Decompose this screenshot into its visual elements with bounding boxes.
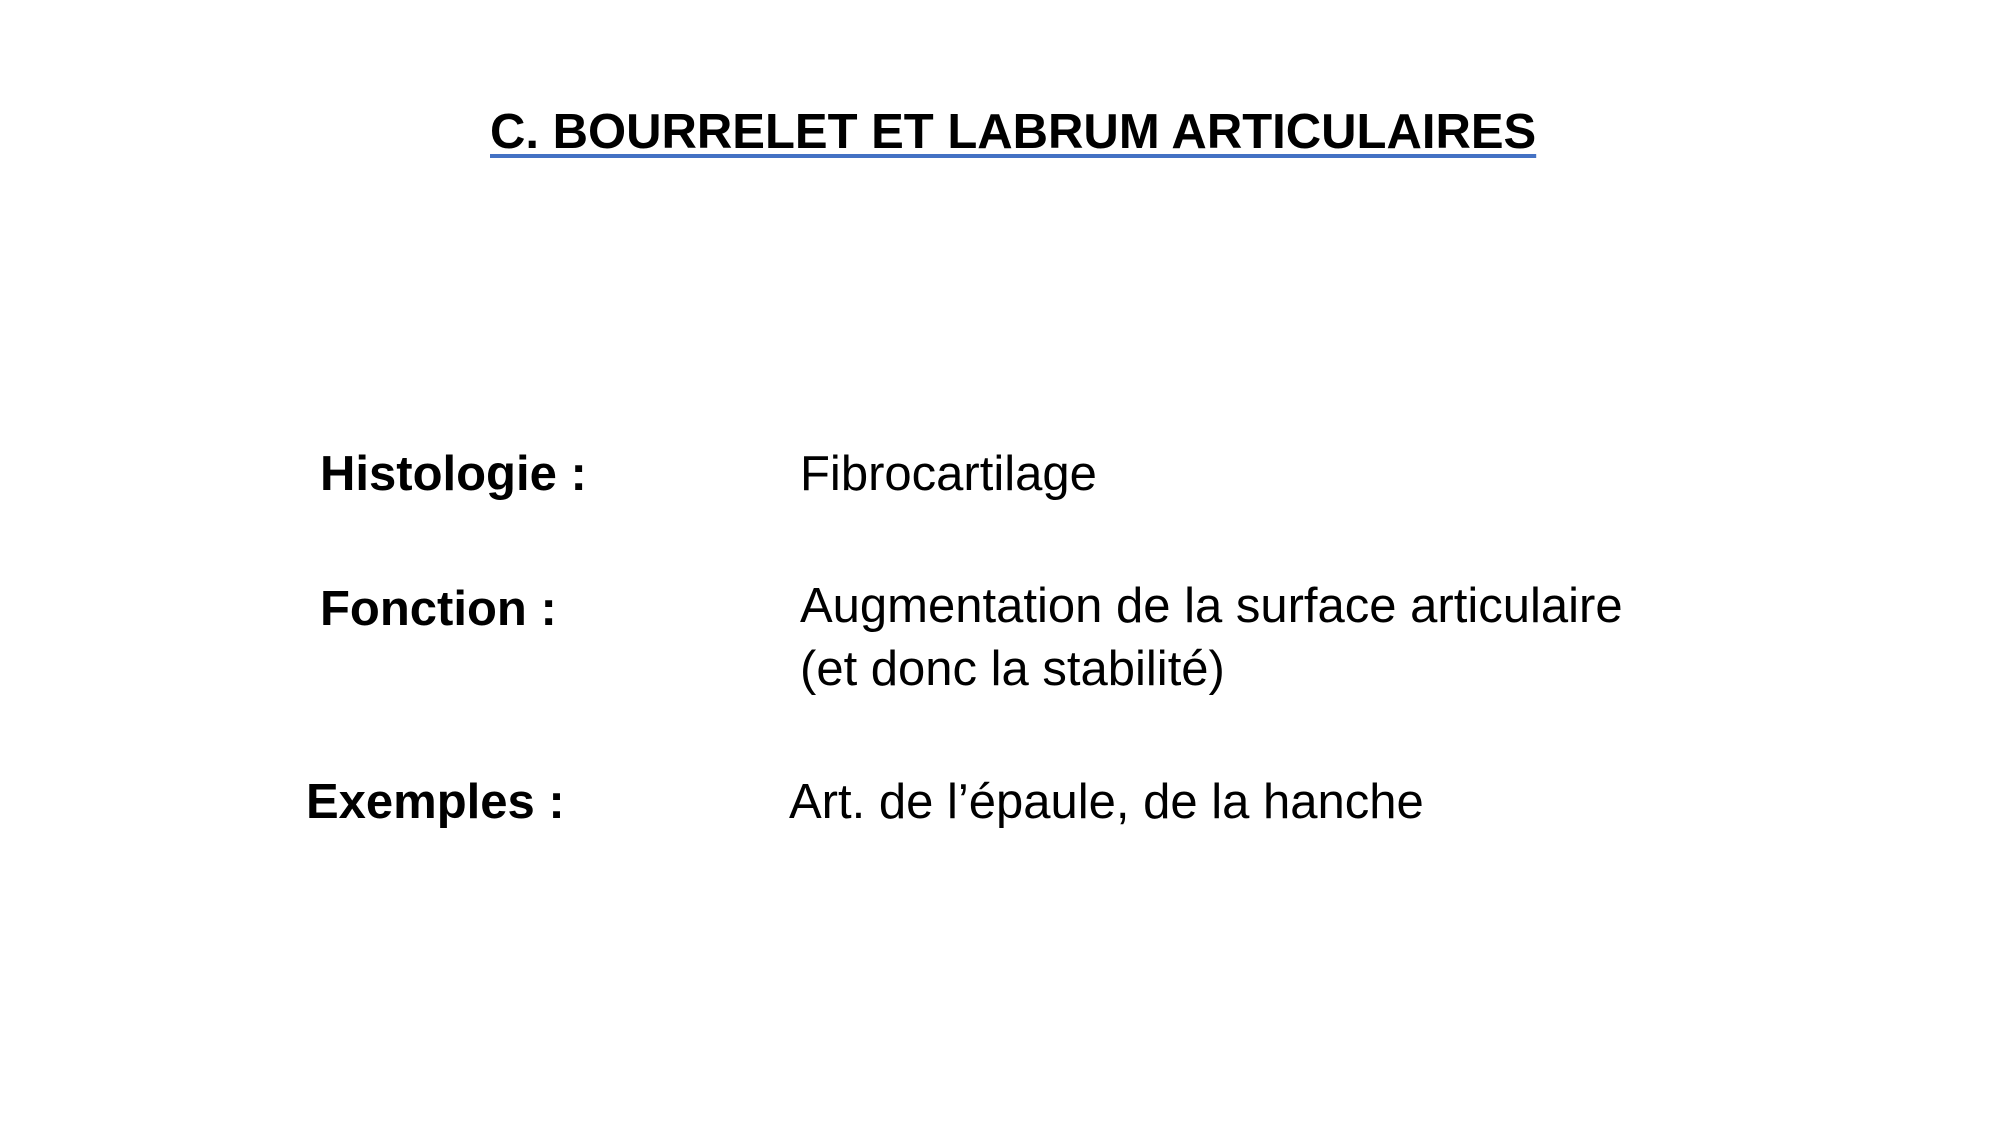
exemples-label: Exemples : — [306, 775, 565, 829]
fonction-value-line-2: (et donc la stabilité) — [800, 642, 1225, 696]
slide-title: C. BOURRELET ET LABRUM ARTICULAIRES — [490, 105, 1537, 159]
exemples-value-line-1: Art. de l’épaule, de la hanche — [789, 775, 1424, 829]
fonction-label: Fonction : — [320, 582, 557, 636]
fonction-value — [800, 575, 1623, 701]
histologie-label: Histologie : — [320, 447, 587, 501]
histologie-value-line-1: Fibrocartilage — [800, 447, 1097, 501]
histologie-value — [800, 443, 1097, 506]
exemples-value — [789, 771, 1424, 834]
fonction-value-line-1: Augmentation de la surface articulaire — [800, 579, 1623, 633]
